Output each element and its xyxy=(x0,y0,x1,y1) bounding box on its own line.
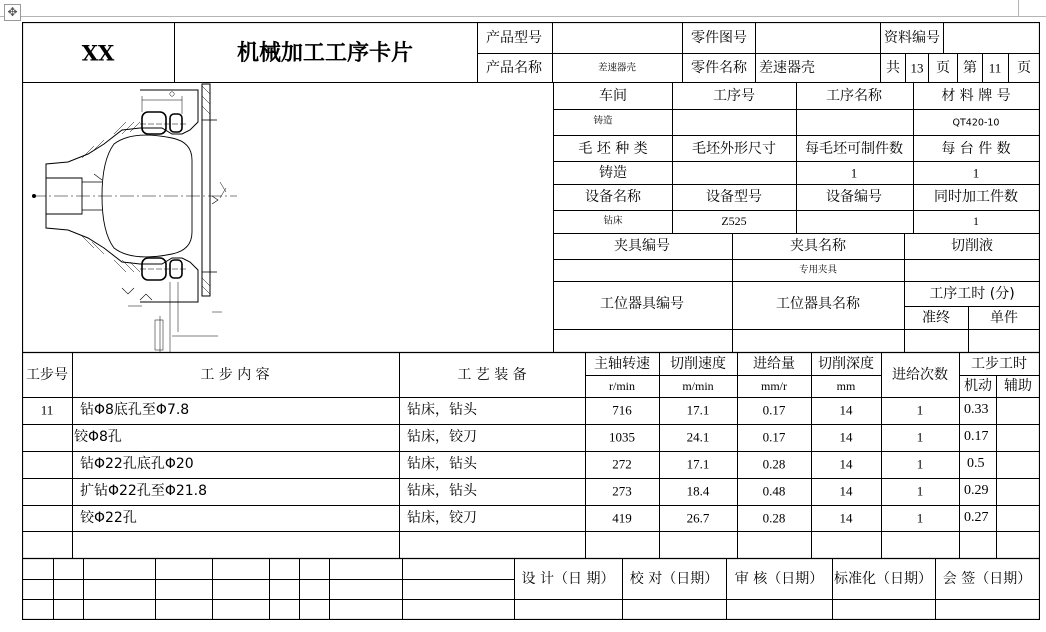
margin-guide-top xyxy=(0,16,1046,17)
workshop-label: 车间 xyxy=(599,88,627,104)
machine-time-cell: 0.29 xyxy=(964,483,989,498)
feed-cell: 0.17 xyxy=(762,402,786,418)
check-signoff: 校 对（日期） xyxy=(629,571,719,587)
step-equip-cell: 钻床，钻头 xyxy=(407,402,477,418)
margin-guide-right xyxy=(1018,0,1019,16)
blank-type-value: 铸造 xyxy=(599,165,627,181)
feed-cell: 0.28 xyxy=(762,510,786,526)
depth-cell: 14 xyxy=(839,510,853,526)
step-content-cell: 铰Φ8孔 xyxy=(74,429,122,445)
cut-speed-cell: 24.1 xyxy=(686,429,710,445)
machine-time-cell: 0.33 xyxy=(964,402,989,417)
review-signoff: 审 核（日期） xyxy=(734,571,824,587)
passes-cell: 1 xyxy=(916,456,924,472)
passes-cell: 1 xyxy=(916,429,924,445)
step-equip-cell: 钻床，铰刀 xyxy=(407,429,477,445)
op-time-label: 工序工时 (分) xyxy=(929,286,1015,302)
step-time-header: 工步工时 xyxy=(971,356,1027,372)
machine-time-cell: 0.17 xyxy=(964,429,989,444)
spindle-speed-cell: 716 xyxy=(612,402,632,418)
feed-cell: 0.17 xyxy=(762,429,786,445)
equipment-header: 工 艺 装 备 xyxy=(457,367,527,383)
op-no-label: 工序号 xyxy=(713,88,755,104)
page-unit-2: 页 xyxy=(1017,60,1031,76)
step-content-cell: 钻Φ22孔底孔Φ20 xyxy=(80,456,194,472)
prep-label: 准终 xyxy=(922,310,950,326)
spindle-speed-header: 主轴转速 xyxy=(594,356,650,372)
card-title: 机械加工工序卡片 xyxy=(236,40,414,66)
step-equip-cell: 钻床，钻头 xyxy=(407,483,477,499)
cut-speed-unit: m/min xyxy=(682,379,714,393)
product-name-value: 差速器壳 xyxy=(597,62,637,74)
spindle-speed-cell: 1035 xyxy=(609,429,635,445)
step-content-cell: 钻Φ8底孔至Φ7.8 xyxy=(80,402,190,418)
feed-cell: 0.28 xyxy=(762,456,786,472)
passes-cell: 1 xyxy=(916,483,924,499)
total-pages: 13 xyxy=(910,60,924,76)
passes-header: 进给次数 xyxy=(892,367,948,383)
depth-cell: 14 xyxy=(839,402,853,418)
product-model-label: 产品型号 xyxy=(486,30,542,46)
spindle-speed-cell: 273 xyxy=(612,483,632,499)
part-drawing-no-label: 零件图号 xyxy=(691,30,747,46)
pieces-per-blank-label: 每毛坯可制件数 xyxy=(805,141,903,157)
fixture-no-label: 夹具编号 xyxy=(614,238,670,254)
material-label: 材 料 牌 号 xyxy=(941,88,1011,104)
content-header: 工 步 内 容 xyxy=(200,367,270,383)
process-card xyxy=(22,22,1040,620)
feed-cell: 0.48 xyxy=(762,483,786,499)
machine-time-header: 机动 xyxy=(964,378,992,394)
pieces-per-unit-label: 每 台 件 数 xyxy=(941,141,1011,157)
feed-header: 进给量 xyxy=(753,356,795,372)
spindle-speed-unit: r/min xyxy=(609,379,635,393)
fixture-name-value: 专用夹具 xyxy=(798,264,838,276)
equip-name-label: 设备名称 xyxy=(585,189,641,205)
spindle-speed-cell: 272 xyxy=(612,456,632,472)
company-name: XX xyxy=(81,40,115,66)
product-name-label: 产品名称 xyxy=(486,60,542,76)
pieces-per-blank-value: 1 xyxy=(850,165,858,181)
step-equip-cell: 钻床，钻头 xyxy=(407,456,477,472)
pieces-per-unit-value: 1 xyxy=(972,165,980,181)
station-tool-no-label: 工位器具编号 xyxy=(600,296,684,312)
cut-speed-cell: 18.4 xyxy=(686,483,710,499)
blank-type-label: 毛 坯 种 类 xyxy=(578,141,648,157)
cut-speed-cell: 17.1 xyxy=(686,456,710,472)
op-name-label: 工序名称 xyxy=(826,88,882,104)
cut-speed-header: 切削速度 xyxy=(670,356,726,372)
depth-unit: mm xyxy=(836,379,856,393)
part-name-label: 零件名称 xyxy=(691,60,747,76)
spindle-speed-cell: 419 xyxy=(612,510,632,526)
step-no-cell: 11 xyxy=(40,402,54,418)
cut-speed-cell: 17.1 xyxy=(686,402,710,418)
doc-no-label: 资料编号 xyxy=(884,30,940,46)
fixture-name-label: 夹具名称 xyxy=(790,238,846,254)
part-name-value: 差速器壳 xyxy=(759,60,815,76)
machine-time-cell: 0.5 xyxy=(967,456,985,471)
step-content-cell: 铰Φ22孔 xyxy=(80,510,137,526)
machine-time-cell: 0.27 xyxy=(964,510,989,525)
depth-cell: 14 xyxy=(839,456,853,472)
depth-header: 切削深度 xyxy=(818,356,874,372)
material-value: QT420-10 xyxy=(952,117,1000,129)
aux-time-header: 辅助 xyxy=(1004,378,1032,394)
equip-no-label: 设备编号 xyxy=(826,189,882,205)
blank-size-label: 毛坯外形尺寸 xyxy=(692,141,776,157)
move-handle-icon[interactable]: ✥ xyxy=(4,4,21,21)
step-content-cell: 扩钻Φ22孔至Φ21.8 xyxy=(80,483,208,499)
equip-name-value: 钻床 xyxy=(603,215,623,227)
standard-signoff: 标准化（日期） xyxy=(834,571,932,587)
design-signoff: 设 计（日 期） xyxy=(521,571,615,587)
passes-cell: 1 xyxy=(916,402,924,418)
station-tool-name-label: 工位器具名称 xyxy=(776,296,860,312)
coolant-label: 切削液 xyxy=(951,238,993,254)
page-no: 11 xyxy=(988,60,1002,76)
total-label: 共 xyxy=(886,60,900,76)
page-label: 第 xyxy=(963,60,977,76)
depth-cell: 14 xyxy=(839,483,853,499)
feed-unit: mm/r xyxy=(761,379,787,393)
workshop-value: 铸造 xyxy=(593,115,613,127)
countersign-signoff: 会 签（日期） xyxy=(942,571,1032,587)
equip-model-value: Z525 xyxy=(721,214,747,228)
simul-label: 同时加工件数 xyxy=(934,189,1018,205)
passes-cell: 1 xyxy=(916,510,924,526)
step-no-header: 工步号 xyxy=(26,367,68,383)
part-cross-section-drawing xyxy=(22,82,553,352)
page-unit-1: 页 xyxy=(936,60,950,76)
simul-value: 1 xyxy=(973,214,979,228)
unit-time-label: 单件 xyxy=(990,310,1018,326)
depth-cell: 14 xyxy=(839,429,853,445)
equip-model-label: 设备型号 xyxy=(706,189,762,205)
cut-speed-cell: 26.7 xyxy=(686,510,710,526)
step-equip-cell: 钻床，铰刀 xyxy=(407,510,477,526)
